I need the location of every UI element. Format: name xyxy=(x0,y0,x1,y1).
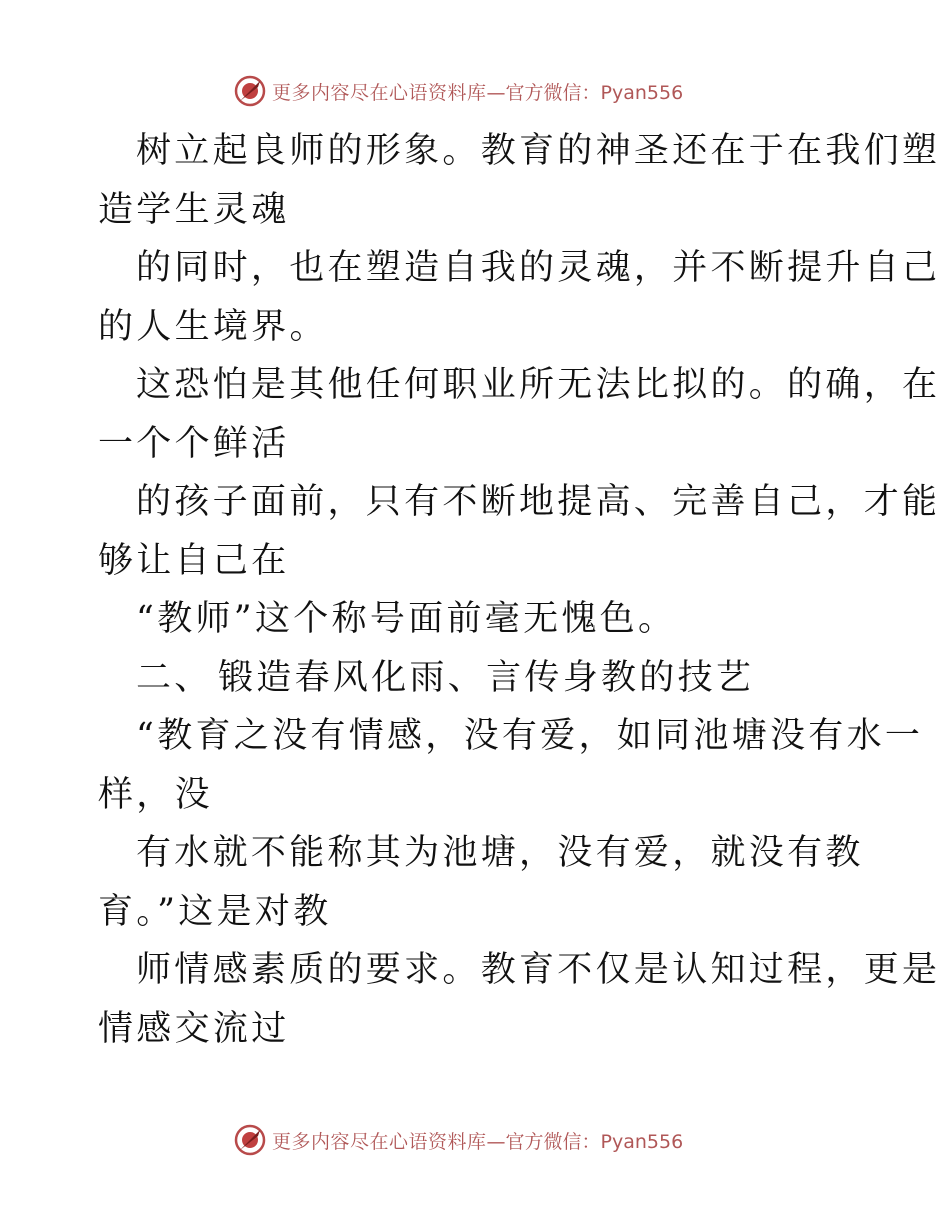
paragraph-line: 的人生境界。 xyxy=(98,306,328,347)
paragraph-line: 情感交流过 xyxy=(98,1008,290,1049)
watermark-header xyxy=(234,73,683,109)
paragraph-line: 育。”这是对教 xyxy=(98,891,332,932)
paragraph-line: 的孩子面前，只有不断地提高、完善自己，才能 xyxy=(136,482,941,522)
watermark-suffix: —官方微信：Pyan556 xyxy=(486,81,684,104)
document-body xyxy=(98,122,941,1058)
paragraph-line: 的同时，也在塑造自我的灵魂，并不断提升自己 xyxy=(136,248,941,288)
paragraph-line: 这恐怕是其他任何职业所无法比拟的。的确，在 xyxy=(136,365,941,405)
paragraph-line: “教育之没有情感，没有爱，如同池塘没有水一 xyxy=(136,716,924,756)
section-heading xyxy=(98,649,858,708)
paragraph-line: “教师”这个称号面前毫无愧色。 xyxy=(136,599,677,639)
logo-icon xyxy=(234,75,266,107)
paragraph-line: 师情感素质的要求。教育不仅是认知过程，更是 xyxy=(136,950,941,990)
watermark-footer xyxy=(234,1122,683,1158)
watermark-suffix: —官方微信：Pyan556 xyxy=(486,1130,684,1153)
paragraph-line: 有水就不能称其为池塘，没有爱，就没有教 xyxy=(136,833,864,873)
paragraph-line: 树立起良师的形象。教育的神圣还在于在我们塑 xyxy=(136,131,941,171)
watermark-text: 更多内容尽在心语资料库 xyxy=(272,81,487,104)
watermark-text: 更多内容尽在心语资料库 xyxy=(272,1130,487,1153)
section-title: 锻造春风化雨、言传身教的技艺 xyxy=(218,657,755,698)
paragraph-line: 一个个鲜活 xyxy=(98,423,290,464)
paragraph-line: 够让自己在 xyxy=(98,540,290,581)
paragraph-line: 样，没 xyxy=(98,774,213,815)
section-number: 二、 xyxy=(136,657,213,698)
paragraph-line: 造学生灵魂 xyxy=(98,189,290,230)
logo-icon xyxy=(234,1124,266,1156)
